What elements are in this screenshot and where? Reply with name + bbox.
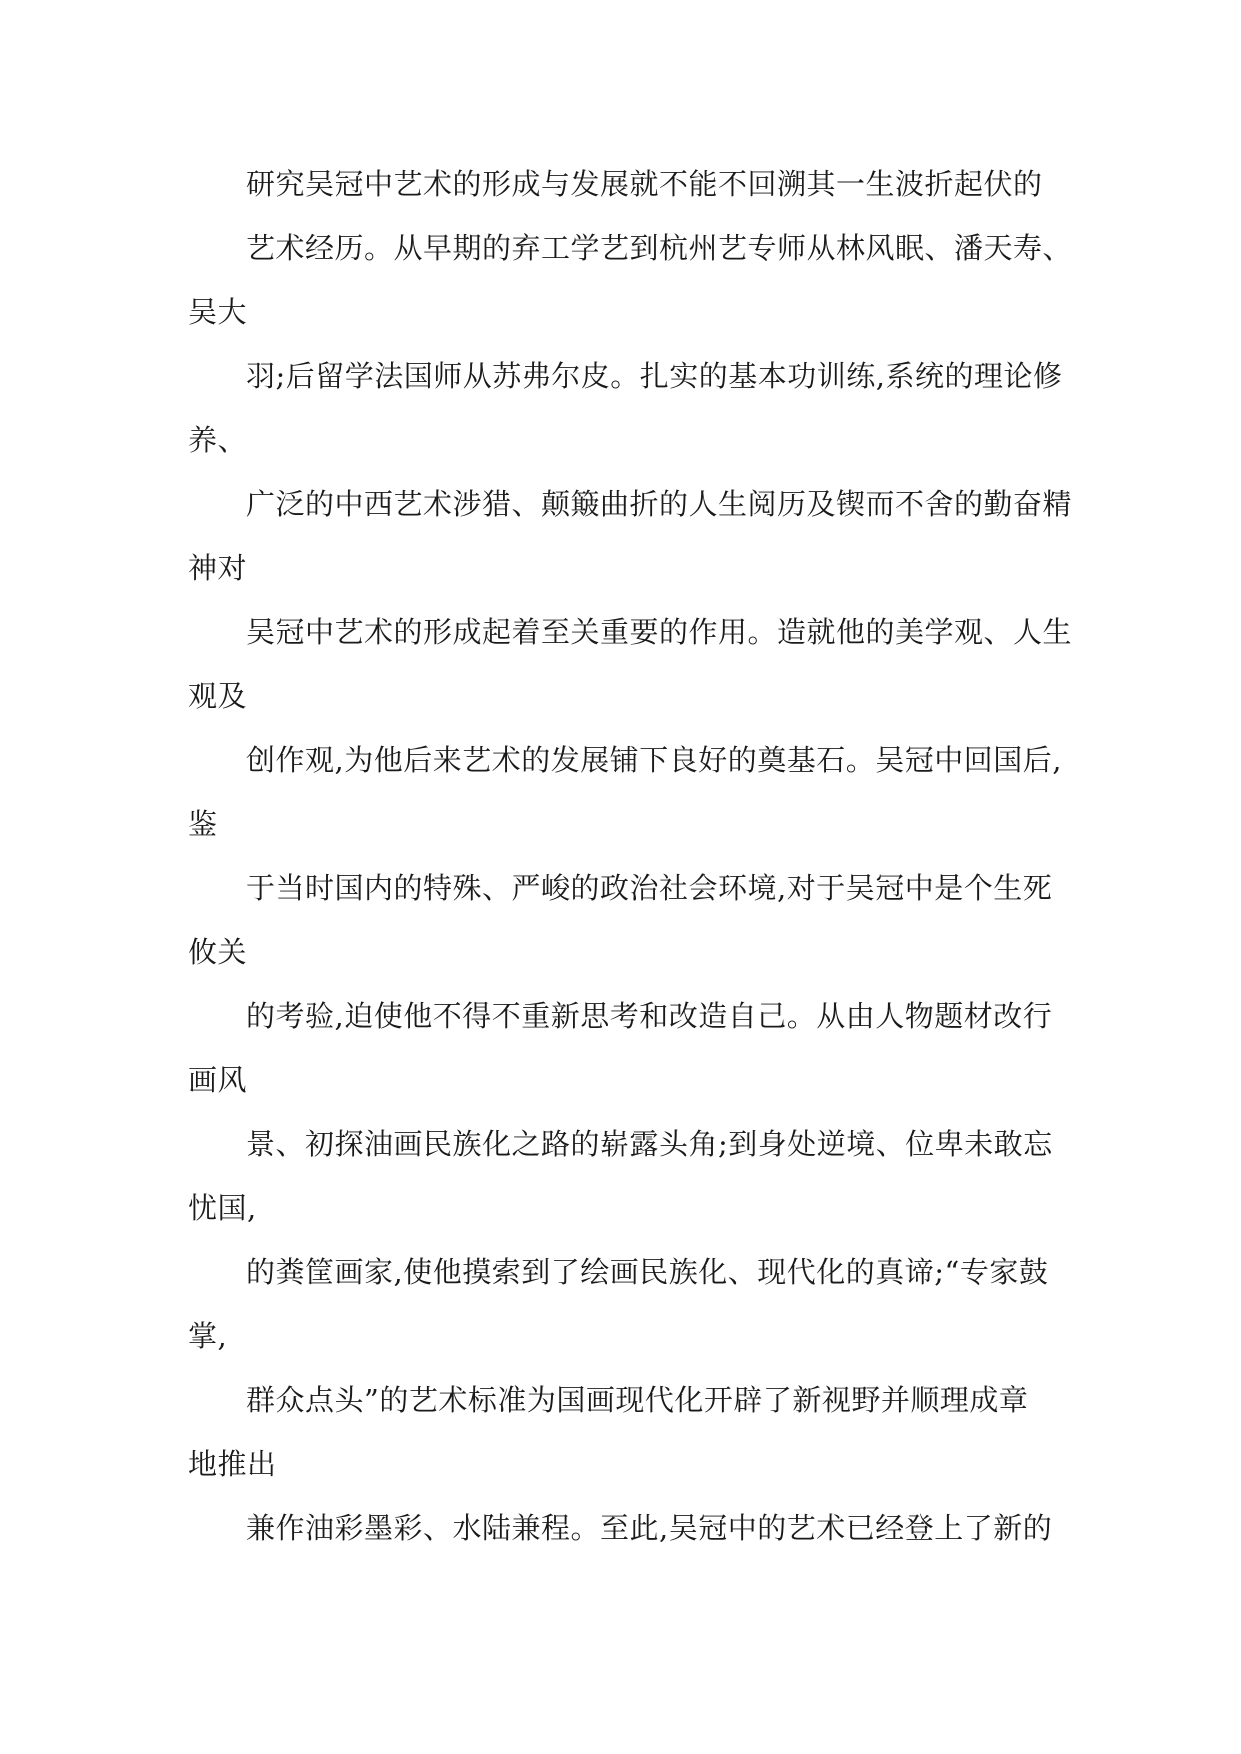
text-line: 观及: [188, 679, 248, 713]
text-line: 攸关: [188, 935, 248, 969]
text-line: 群众点头”的艺术标准为国画现代化开辟了新视野并顺理成章: [246, 1383, 1029, 1417]
text-line: 神对: [188, 551, 248, 585]
text-line: 养、: [188, 423, 248, 457]
text-line: 掌,: [188, 1319, 228, 1353]
text-line: 吴冠中艺术的形成起着至关重要的作用。造就他的美学观、人生: [246, 615, 1073, 649]
text-line: 鉴: [188, 807, 218, 841]
text-line: 吴大: [188, 295, 248, 329]
text-line: 创作观,为他后来艺术的发展铺下良好的奠基石。吴冠中回国后,: [246, 743, 1062, 777]
text-line: 兼作油彩墨彩、水陆兼程。至此,吴冠中的艺术已经登上了新的: [246, 1511, 1053, 1545]
text-line: 的考验,迫使他不得不重新思考和改造自己。从由人物题材改行: [246, 999, 1053, 1033]
text-line: 羽;后留学法国师从苏弗尔皮。扎实的基本功训练,系统的理论修: [246, 359, 1063, 393]
text-line: 地推出: [188, 1447, 277, 1481]
text-line: 艺术经历。从早期的弃工学艺到杭州艺专师从林风眠、潘天寿、: [246, 231, 1073, 265]
text-line: 于当时国内的特殊、严峻的政治社会环境,对于吴冠中是个生死: [246, 871, 1053, 905]
text-line: 画风: [188, 1063, 248, 1097]
text-line: 景、初探油画民族化之路的崭露头角;到身处逆境、位卑未敢忘: [246, 1127, 1053, 1161]
text-line: 忧国,: [188, 1191, 257, 1225]
text-line: 广泛的中西艺术涉猎、颠簸曲折的人生阅历及锲而不舍的勤奋精: [246, 487, 1073, 521]
text-line: 的粪筐画家,使他摸索到了绘画民族化、现代化的真谛;“专家鼓: [246, 1255, 1049, 1289]
text-line: 研究吴冠中艺术的形成与发展就不能不回溯其一生波折起伏的: [246, 167, 1043, 201]
